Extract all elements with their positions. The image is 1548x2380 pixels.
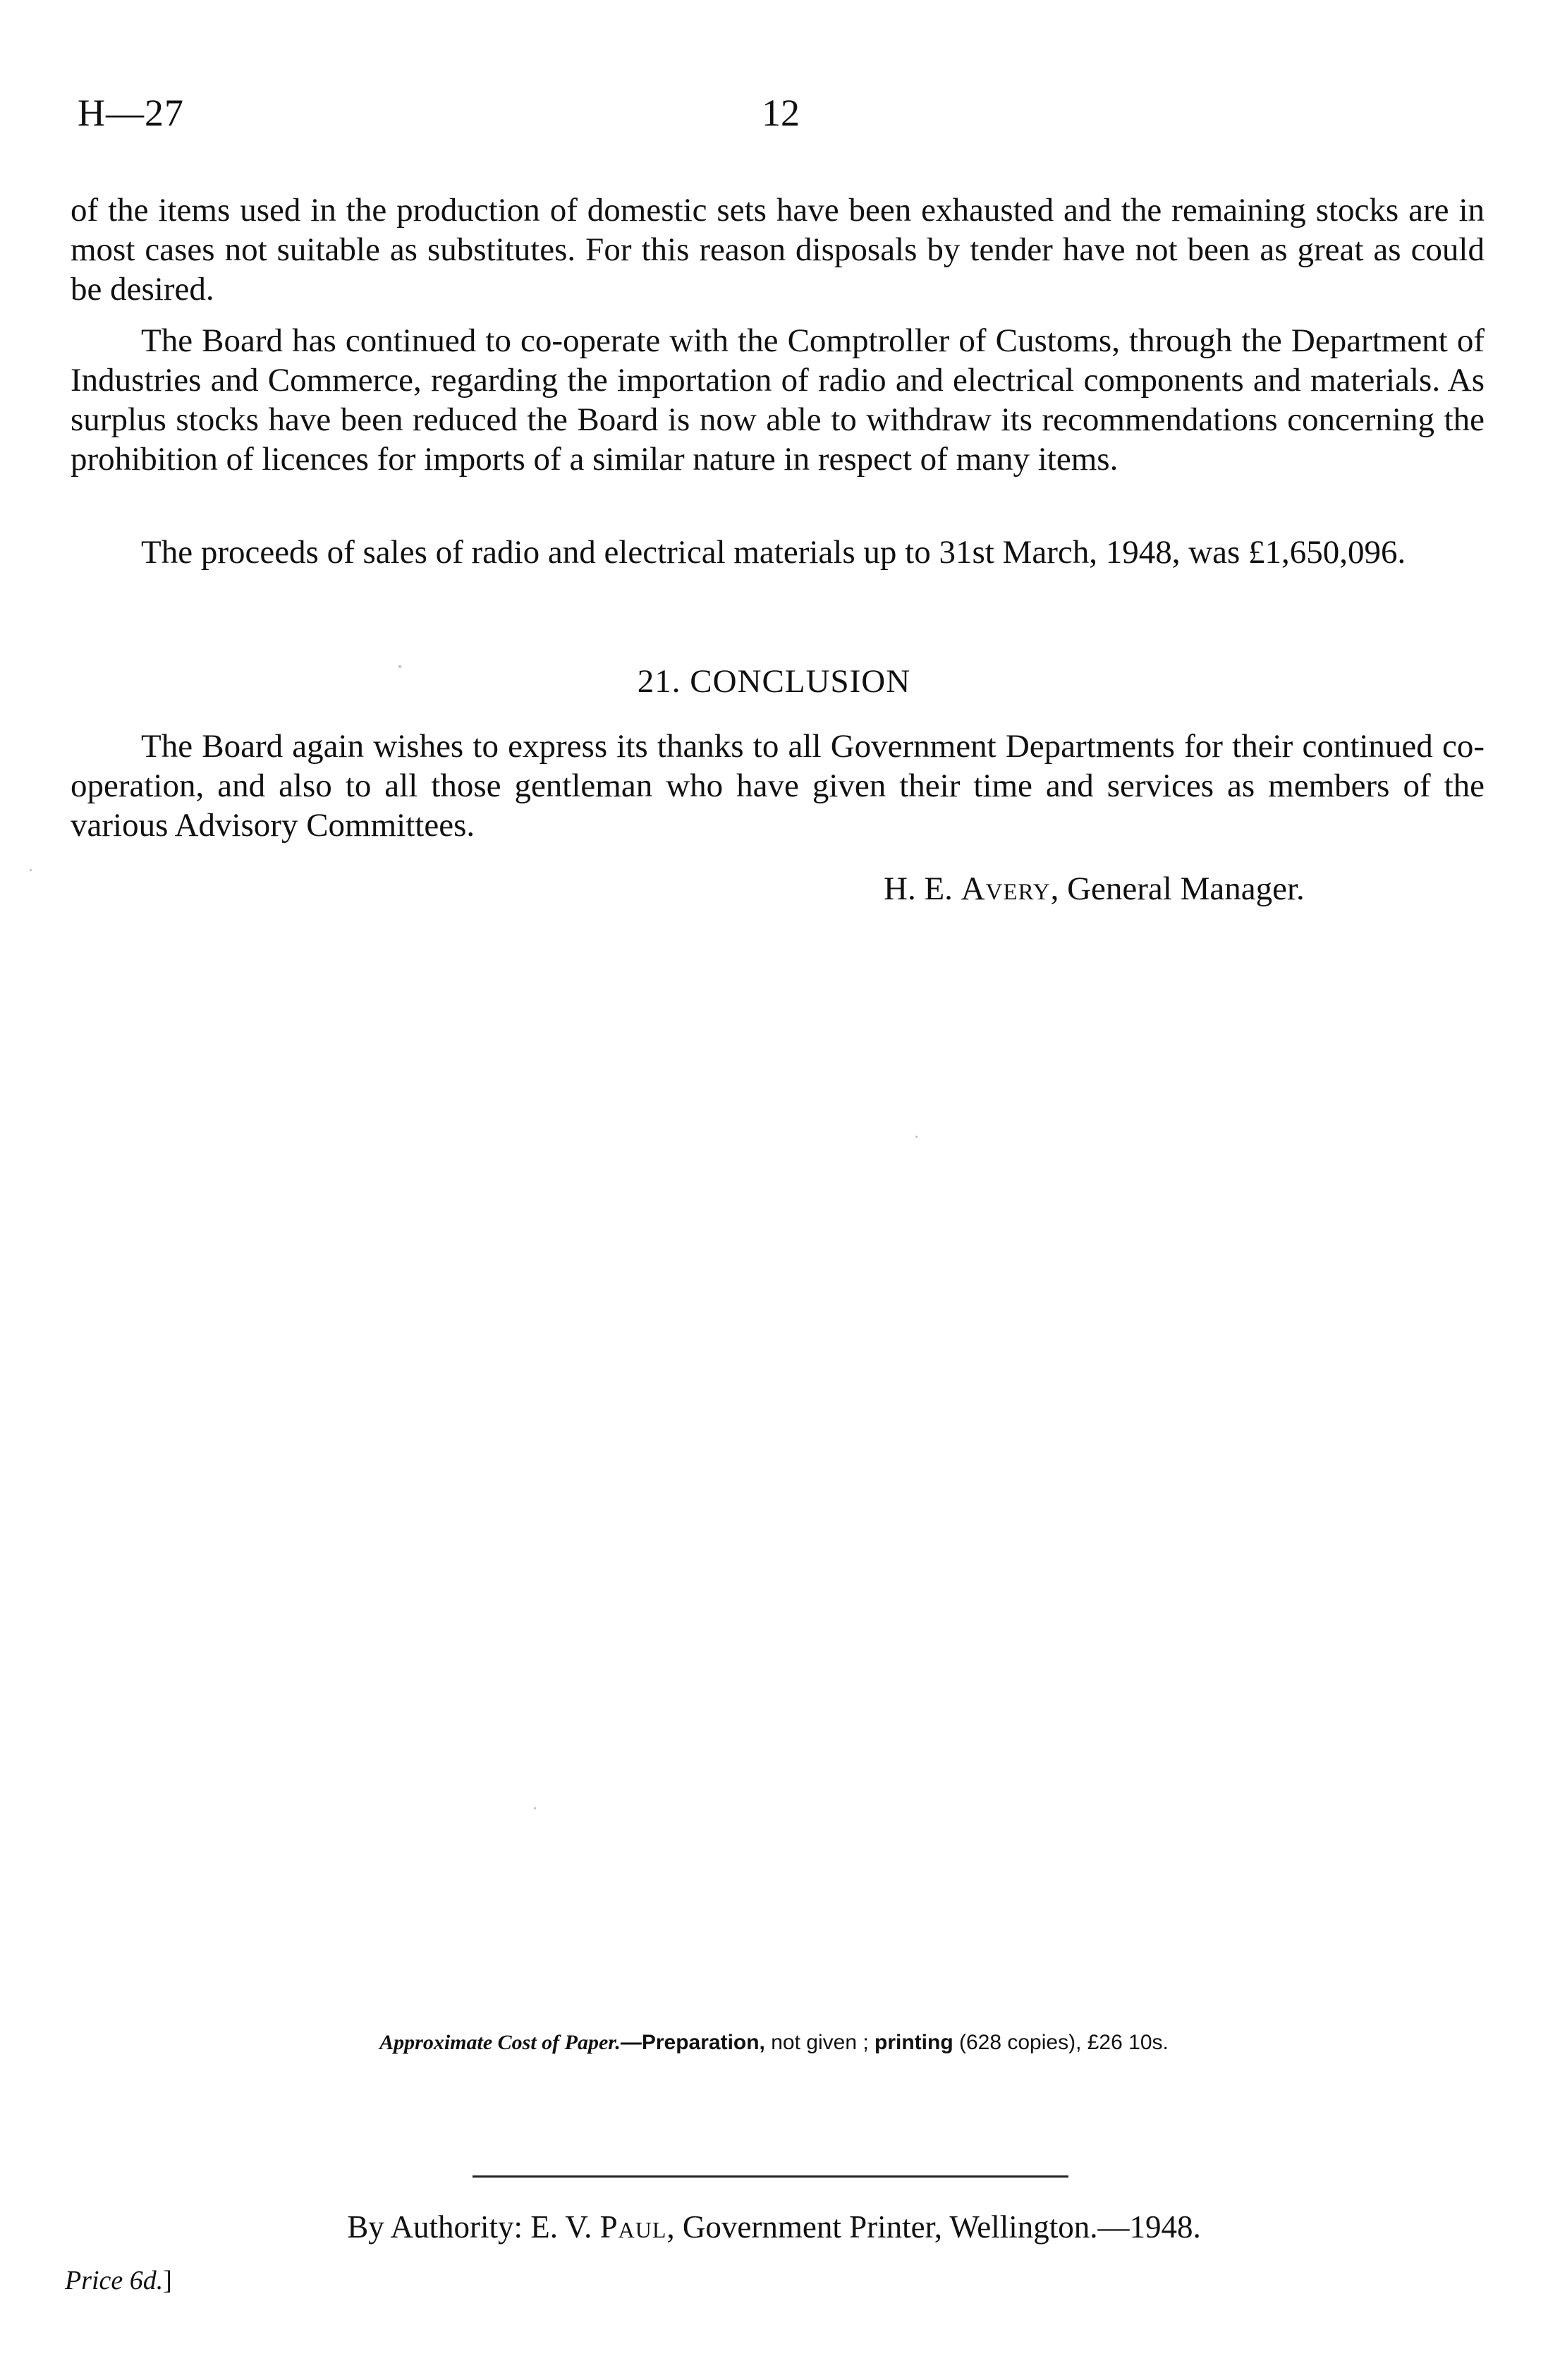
paragraph-continuation [71,190,1485,309]
cost-of-paper-note [0,2029,1548,2056]
section-heading: 21. CONCLUSION [637,663,911,700]
price-bracket: ] [163,2266,172,2295]
paragraph-proceeds [71,533,1485,572]
paragraph-text: The proceeds of sales of radio and electrical materials up to 31st March, 1948, was £1,650,096. [141,534,1406,571]
price-text: Price 6d. [65,2266,164,2295]
document-code: H—27 [78,92,184,134]
printer-suffix: , Government Printer, Wellington.—1948. [666,2209,1201,2245]
paragraph-conclusion [71,727,1485,845]
page-number: 12 [762,92,800,134]
cost-note-preparation: —Preparation, [620,2031,765,2054]
paragraph-text: The Board has continued to co-operate with the Comptroller of Customs, through the Department of Industries and Commerce, regarding the importation of radio and electrical components and materials. As surplus stocks have been reduced the Board is now able to withdraw its recommendations concerning the prohibition of licences for imports of a similar nature in respect of many items. [71,322,1485,478]
cost-note-printing: printing [874,2031,953,2054]
cost-note-copies: (628 copies), £26 10s. [953,2031,1169,2054]
scan-speck [915,1136,918,1138]
scan-speck [534,1807,536,1809]
signature-title: , General Manager. [1050,870,1305,907]
signature-line [884,869,1305,909]
printer-imprint [0,2208,1548,2246]
cost-note-lead: Approximate Cost of Paper. [379,2031,621,2054]
signature-surname: Avery [961,870,1051,907]
printer-surname: Paul [599,2209,667,2245]
paragraph-customs [71,321,1485,479]
cost-note-detail: not given ; [764,2031,875,2054]
signature-initials: H. E. [884,870,953,907]
divider-rule [473,2175,1068,2178]
paragraph-text: The Board again wishes to express its thanks to all Government Departments for their continued co-operation, and also to all those gentleman who have given their time and services as members of the various Advisory Committees. [71,728,1485,844]
scan-speck [398,665,401,668]
price-label [65,2264,172,2297]
printer-prefix: By Authority: E. V. [347,2209,600,2245]
paragraph-text: of the items used in the production of domestic sets have been exhausted and the remaining stocks are in most cases not suitable as substitutes. For this reason disposals by tender have not been as great as could be desired. [71,192,1485,308]
scan-speck [30,869,32,871]
